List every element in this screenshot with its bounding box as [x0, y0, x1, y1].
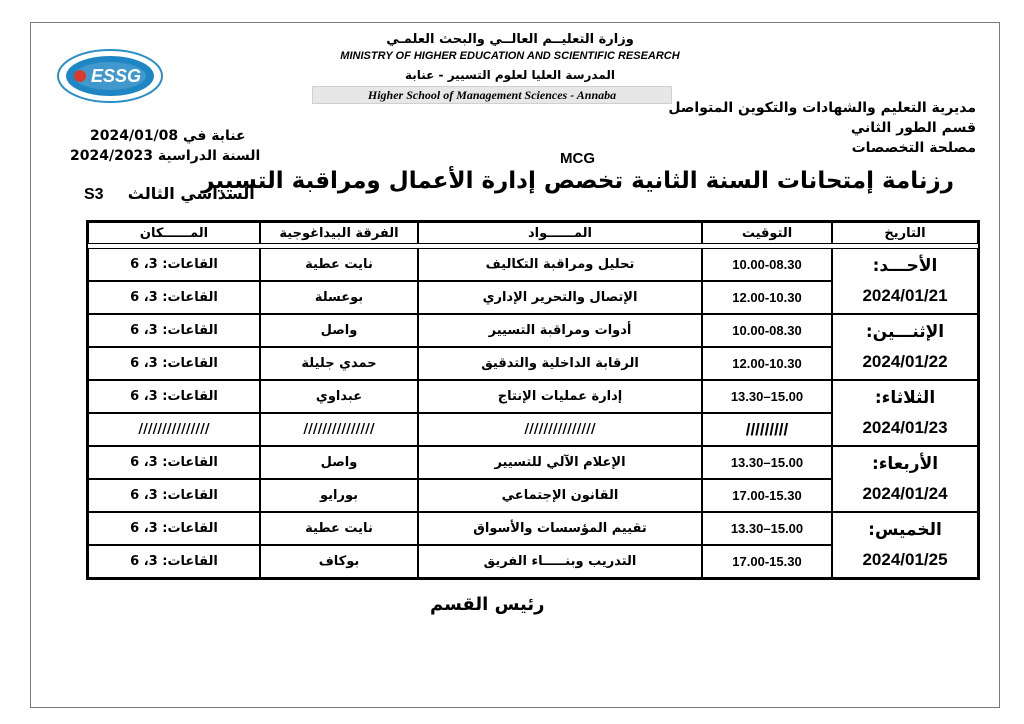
place-cell: القاعات: 3، 6: [88, 281, 260, 314]
col-header-place: المــــــكان: [88, 222, 260, 244]
day-cell: [832, 248, 978, 314]
place-cell: القاعات: 3، 6: [88, 380, 260, 413]
team-cell: عبداوي: [260, 380, 418, 413]
col-header-time: التوقيت: [702, 222, 832, 244]
team-cell: بورايو: [260, 479, 418, 512]
subject-cell: القانون الإجتماعي: [418, 479, 702, 512]
signature-label: رئيس القسم: [430, 594, 545, 615]
table-row: [88, 446, 978, 479]
team-cell: نايت عطية: [260, 512, 418, 545]
time-cell: 12.00-10.30: [702, 281, 832, 314]
subject-cell: إدارة عمليات الإنتاج: [418, 380, 702, 413]
day-name: الأربعاء:: [871, 454, 939, 474]
col-header-date: التاريخ: [832, 222, 978, 244]
subject-cell: الإتصال والتحرير الإداري: [418, 281, 702, 314]
issue-date: عنابة في 2024/01/08: [90, 128, 246, 144]
subject-cell: أدوات ومراقبة التسيير: [418, 314, 702, 347]
day-name: الأحـــد:: [872, 256, 938, 276]
ministry-english: MINISTRY OF HIGHER EDUCATION AND SCIENTIFIC RESEARCH: [340, 50, 680, 62]
team-cell: ///////////////: [260, 413, 418, 446]
day-cell: [832, 380, 978, 446]
time-cell: 15.00–13.30: [702, 512, 832, 545]
team-cell: نايت عطية: [260, 248, 418, 281]
place-cell: القاعات: 3، 6: [88, 347, 260, 380]
program-code: MCG: [560, 150, 595, 167]
team-cell: حمدي جليلة: [260, 347, 418, 380]
semester-code: S3: [84, 186, 104, 203]
place-cell: ///////////////: [88, 413, 260, 446]
day-name: الإثنـــين:: [865, 322, 945, 342]
semester-group: [84, 184, 255, 204]
team-cell: واصل: [260, 314, 418, 347]
time-cell: 17.00-15.30: [702, 479, 832, 512]
service-label: مصلحة التخصصات: [851, 140, 976, 156]
day-date: 2024/01/23: [862, 418, 948, 437]
day-cell: [832, 512, 978, 578]
subject-cell: تحليل ومراقبة التكاليف: [418, 248, 702, 281]
place-cell: القاعات: 3، 6: [88, 479, 260, 512]
time-cell: 10.00-08.30: [702, 314, 832, 347]
subject-cell: ///////////////: [418, 413, 702, 446]
day-name: الثلاثاء:: [874, 388, 936, 408]
school-arabic: المدرسة العليا لعلوم التسيير - عنابة: [404, 68, 616, 82]
subject-cell: الإعلام الآلي للتسيير: [418, 446, 702, 479]
team-cell: بوكاف: [260, 545, 418, 578]
team-cell: واصل: [260, 446, 418, 479]
place-cell: القاعات: 3، 6: [88, 248, 260, 281]
time-cell: 10.00-08.30: [702, 248, 832, 281]
table-row: [88, 248, 978, 281]
page-title: رزنامة إمتحانات السنة الثانية تخصص إدارة الأعمال ومراقبة التسيير: [201, 168, 954, 194]
directorate-label: مديرية التعليم والشهادات والتكوين المتواصل: [668, 100, 976, 116]
time-cell: 12.00-10.30: [702, 347, 832, 380]
time-cell: 15.00–13.30: [702, 446, 832, 479]
day-cell: [832, 314, 978, 380]
day-date: 2024/01/24: [862, 484, 948, 503]
semester-label: السداسي الثالث: [127, 184, 255, 203]
place-cell: القاعات: 3، 6: [88, 512, 260, 545]
ministry-arabic: وزارة التعليــم العالــي والبحث العلمـي: [386, 32, 634, 47]
time-cell: 15.00–13.30: [702, 380, 832, 413]
subject-cell: التدريب وبنـــــاء الفريق: [418, 545, 702, 578]
logo-text: ESSG: [90, 66, 142, 86]
table-row: [88, 512, 978, 545]
day-cell: [832, 446, 978, 512]
day-name: الخميس:: [868, 520, 942, 540]
academic-year: السنة الدراسية 2024/2023: [70, 148, 261, 164]
day-date: 2024/01/22: [862, 352, 948, 371]
school-english: Higher School of Management Sciences - Annaba: [367, 88, 617, 102]
day-date: 2024/01/21: [862, 286, 948, 305]
team-cell: بوعسلة: [260, 281, 418, 314]
place-cell: القاعات: 3، 6: [88, 545, 260, 578]
table-row: [88, 380, 978, 413]
exam-schedule-table: [86, 220, 980, 580]
col-header-team: الفرقة البيداغوجية: [260, 222, 418, 244]
time-cell: /////////: [702, 413, 832, 446]
subject-cell: تقييم المؤسسات والأسواق: [418, 512, 702, 545]
col-header-subject: المــــــواد: [418, 222, 702, 244]
place-cell: القاعات: 3، 6: [88, 446, 260, 479]
department-label: قسم الطور الثاني: [850, 120, 976, 136]
day-date: 2024/01/25: [862, 550, 948, 569]
place-cell: القاعات: 3، 6: [88, 314, 260, 347]
table-row: [88, 314, 978, 347]
time-cell: 17.00-15.30: [702, 545, 832, 578]
subject-cell: الرقابة الداخلية والتدقيق: [418, 347, 702, 380]
table-header-row: [88, 222, 978, 244]
